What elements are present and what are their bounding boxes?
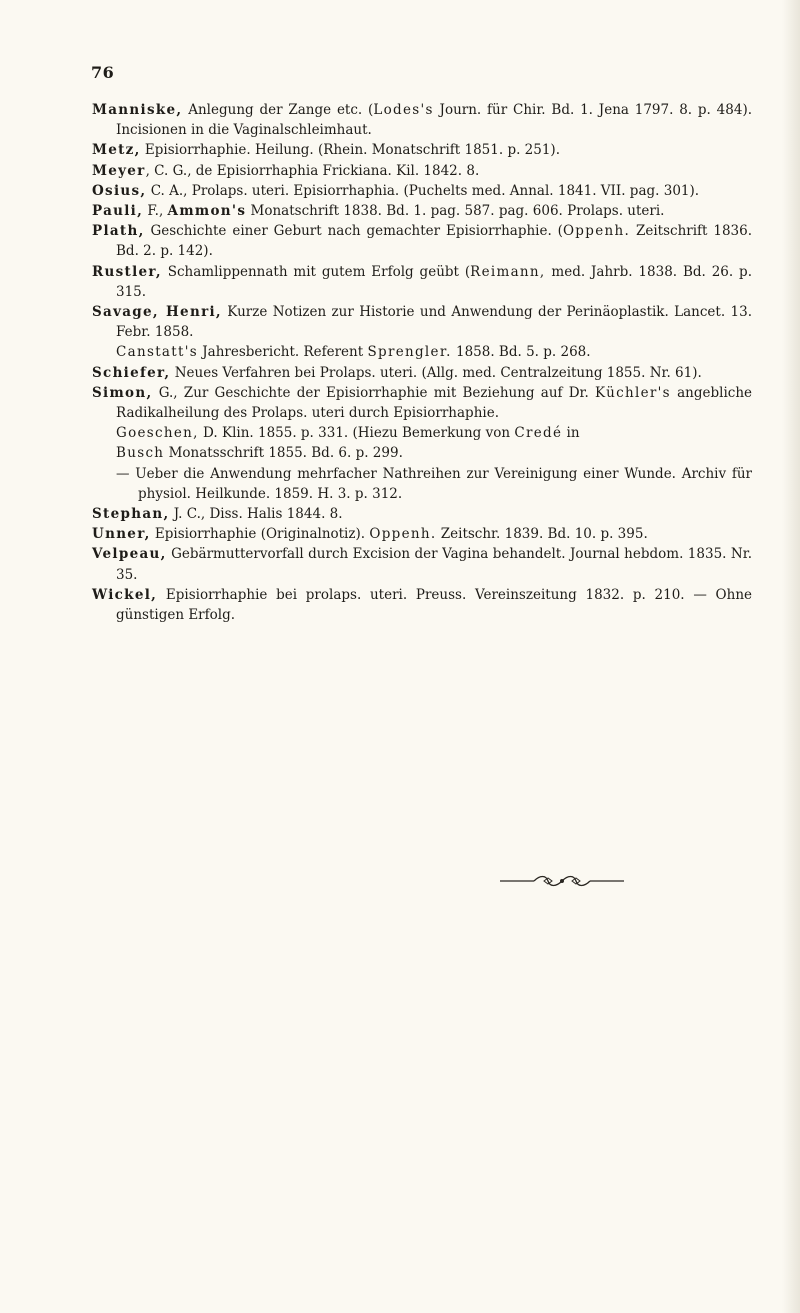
author-name: Stephan, (92, 506, 170, 523)
reference-entry: Osius, C. A., Prolaps. uteri. Episiorrhaphia. (Puchelts med. Annal. 1841. VII. pag. 301). (92, 182, 700, 199)
reference-continuation: — Ueber die Anwendung mehrfacher Nathreihen zur Vereinigung einer Wunde. Archiv für physiol. Heilkunde. 1859. H. 3. p. 312. (116, 465, 752, 502)
reference-entry: Savage, Henri, Kurze Notizen zur Historie und Anwendung der Perinäoplastik. Lancet. 13. Febr. 1858. (92, 304, 752, 341)
reference-entry: Meyer, C. G., de Episiorrhaphia Frickiana. Kil. 1842. 8. (92, 162, 480, 179)
reference-entry: Simon, G., Zur Geschichte der Episiorrhaphie mit Beziehung auf Dr. Küchler's angebliche Radikalheilung des Prolaps. uteri durch Episiorrhaphie. (92, 384, 753, 422)
author-name: Simon, (92, 384, 153, 401)
reference-entry: Wickel, Episiorrhaphie bei prolaps. uteri. Preuss. Vereinszeitung 1832. p. 210. — Ohne günstigen Erfolg. (92, 586, 752, 624)
author-name: Plath, (92, 223, 145, 240)
reference-continuation: Goeschen, D. Klin. 1855. p. 331. (Hiezu Bemerkung von Credé in (116, 425, 580, 442)
cited-name: Credé (514, 425, 563, 442)
reference-list (92, 100, 752, 625)
cited-name: Busch (116, 445, 165, 462)
reference-entry: Rustler, Schamlippennath mit gutem Erfolg geübt (Reimann, med. Jahrb. 1838. Bd. 26. p. 315. (92, 263, 752, 300)
cited-name: Reimann, (470, 263, 546, 280)
author-name: Metz, (92, 142, 141, 159)
cited-name: Sprengler. (367, 344, 452, 361)
author-name: Unner, (92, 526, 151, 543)
cited-name: Ammon's (167, 203, 247, 220)
reference-entry: Metz, Episiorrhaphie. Heilung. (Rhein. Monatschrift 1851. p. 251). (92, 142, 560, 159)
author-name: Osius, (92, 182, 147, 199)
reference-entry: Schiefer, Neues Verfahren bei Prolaps. uteri. (Allg. med. Centralzeitung 1855. Nr. 61). (92, 364, 702, 381)
author-name: Velpeau, (92, 546, 167, 563)
cited-name: Oppenh. (369, 526, 437, 543)
page-number: 76 (91, 63, 115, 82)
reference-entry: Manniske, Anlegung der Zange etc. (Lodes's Journ. für Chir. Bd. 1. Jena 1797. 8. p. 484). Incisionen in die Vaginalschleimhaut. (92, 102, 752, 139)
reference-entry: Velpeau, Gebärmuttervorfall durch Excision der Vagina behandelt. Journal hebdom. 1835. Nr. 35. (92, 546, 752, 583)
author-name: Manniske, (92, 102, 183, 118)
author-name: Schiefer, (92, 364, 171, 381)
author-name: Rustler, (92, 263, 162, 280)
author-name: Wickel, (92, 586, 158, 603)
reference-continuation: Busch Monatsschrift 1855. Bd. 6. p. 299. (116, 445, 403, 462)
cited-name: Canstatt's (116, 344, 198, 361)
author-name: Pauli, (92, 203, 144, 220)
reference-entry: Plath, Geschichte einer Geburt nach gemachter Episiorrhaphie. (Oppenh. Zeitschrift 1836. Bd. 2. p. 142). (92, 223, 753, 260)
author-name: Savage, Henri, (92, 304, 222, 321)
cited-name: Küchler's (595, 384, 671, 401)
reference-entry: Unner, Episiorrhaphie (Originalnotiz). Oppenh. Zeitschr. 1839. Bd. 10. p. 395. (92, 526, 648, 543)
cited-name: Lodes's (373, 102, 434, 118)
reference-continuation: Canstatt's Jahresbericht. Referent Sprengler. 1858. Bd. 5. p. 268. (116, 344, 591, 361)
cited-name: Oppenh. (562, 223, 631, 240)
page-edge-shadow (782, 0, 800, 1313)
end-ornament-icon (500, 874, 624, 888)
reference-entry: Pauli, F., Ammon's Monatschrift 1838. Bd. 1. pag. 587. pag. 606. Prolaps. uteri. (92, 203, 665, 220)
cited-name: Goeschen, (116, 425, 199, 442)
author-name: Meyer (92, 162, 146, 179)
reference-entry: Stephan, J. C., Diss. Halis 1844. 8. (92, 506, 343, 523)
